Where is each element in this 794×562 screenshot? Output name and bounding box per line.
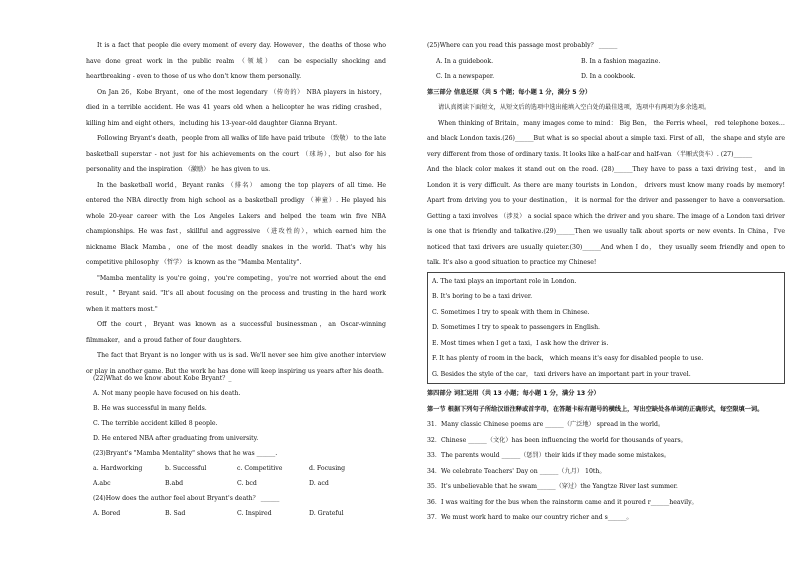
passage-paragraph: The fact that Bryant is no longer with us is sad. We'll never see him give another interview or play in another game. But the work he has done will keep inspiring us years after his death. (86, 352, 386, 375)
vocab-item: 31．Many classic Chinese poems are ______（广泛地） spread in the world。 (427, 421, 665, 428)
right-column (427, 38, 785, 526)
question-22-option-b[interactable]: B. He was successful in many fields. (93, 405, 207, 412)
passage-paragraph: And the black color makes it stand out on the road. (28)______They have to pass a taxi driving test， and in London it is very difficult. As there are many tourists in London， drivers must know many roads by memory! Apart from driving you to your destination， it is normal for the driver and passenger to have a conversation. Getting a taxi involves （涉及） a social space which the driver and you share. The image of a London taxi driver is one that is friendly and talkative.(29)______Then we usually talk about sports or new events. In China，I've noticed that taxi drivers are usually quieter.(30)______And when I do， they usually seem friendly and open to talk. It's also a good situation to practice my Chinese! (427, 166, 785, 266)
question-22-stem: (22)What do we know about Kobe Bryant？_ (93, 375, 232, 382)
vocab-item: 36．I was waiting for the bus when the rainstorm came and it poured r______heavily。 (427, 498, 698, 506)
choice-c[interactable]: C. Sometimes I try to speak with them in Chinese. (432, 308, 590, 316)
question-25-option-b[interactable]: B. In a fashion magazine. (581, 57, 661, 65)
question-25-option-a[interactable]: A. In a guidebook. (436, 57, 494, 65)
question-24-stem: (24)How does the author feel about Bryant's death？ ______ (93, 495, 280, 502)
passage-paragraph: It is a fact that people die every moment of every day. However，the deaths of those who have done great work in the public realm （领域） can be especially shocking and heartbreaking - even to those of us who don't know them personally. (86, 42, 386, 80)
part4-heading: 第四部分 词汇运用（共 13 小题；每小题 1 分，满分 13 分） (427, 390, 600, 397)
passage-paragraph: Off the court，Bryant was known as a successful businessman，an Oscar-winning filmmaker，and a proud father of four daughters. (86, 321, 386, 344)
passage-paragraph: In the basketball world，Bryant ranks （排名） among the top players of all time. He entered the NBA directly from high school as a basketball prodigy （神童）. He played his whole 20-year career with the Los Angeles Lakers and helped the team win five NBA championships. He was fast，skillful and aggressive （进攻性的），which earned him the nickname Black Mamba，one of the most deadly snakes in the world. That's why his competitive philosophy （哲学） is known as the "Mamba Mentality". (86, 181, 386, 266)
part3-instruction: 请认真阅读下面短文，从短文后的选项中选出能填入空白处的最佳选项，选项中有两项为多余选项。 (438, 104, 711, 111)
vocab-item: 37．We must work hard to make our country richer and s______。 (427, 514, 633, 521)
question-22-option-c[interactable]: C. The terrible accident killed 8 people. (93, 420, 218, 427)
question-23-option-c[interactable]: C. bcd (237, 480, 257, 487)
vocab-item: 34．We celebrate Teachers' Day on ______（九月） 10th。 (427, 467, 606, 475)
vocab-item: 33．The parents would ______（惩罚）their kids if they made some mistakes。 (427, 452, 671, 459)
passage-paragraph: Following Bryant's death，people from all walks of life have paid tribute （致敬） to the late basketball superstar - not just for his achievements on the court （球场），but also for his personality and the inspiration （激励） he has given to us. (86, 135, 386, 173)
question-24-option-d[interactable]: D. Grateful (309, 510, 344, 517)
section1-heading: 第一节 根据下列句子所给汉语注释或首字母，在答题卡标有题号的横线上，写出空缺处各单词的正确形式，每空限填一词。 (427, 405, 764, 413)
choice-g[interactable]: G. Besides the style of the car， taxi drivers have an important part in your travel. (432, 370, 691, 378)
choice-f[interactable]: F. It has plenty of room in the back， which means it's easy for disabled people to use. (432, 355, 704, 362)
question-23-stem: (23)Bryant's "Mamba Mentality" shows that he was ______. (93, 450, 278, 457)
question-23-item-a: a. Hardworking (93, 465, 143, 472)
question-23-option-a[interactable]: A.abc (93, 480, 111, 487)
passage-paragraph: On Jan 26，Kobe Bryant，one of the most legendary （传奇的） NBA players in history，died in a terrible accident. He was 41 years old when a helicopter he was riding crashed，killing him and eight others，including his 13-year-old daughter Gianna Bryant. (86, 88, 386, 127)
question-25-row-2 (427, 69, 785, 85)
choice-b[interactable]: B. It's boring to be a taxi driver. (432, 293, 533, 300)
question-24-option-c[interactable]: C. Inspired (237, 510, 272, 517)
part3-heading: 第三部分 信息还原（共 5 个题；每小题 1 分，满分 5 分） (427, 88, 592, 96)
choice-d[interactable]: D. Sometimes I try to speak to passengers in English. (432, 324, 601, 331)
question-25-stem: (25)Where can you read this passage most probably？ ______ (427, 42, 618, 49)
choices-box (427, 272, 785, 385)
vocab-item: 35．It's unbelievable that he swam______（穿过）the Yangtze River last summer. (427, 483, 678, 490)
left-column (86, 38, 386, 379)
question-23-option-d[interactable]: D. acd (309, 480, 329, 487)
vocab-item: 32．Chinese ______（文化）has been influencing the world for thousands of years。 (427, 436, 687, 444)
choice-a[interactable]: A. The taxi plays an important role in London. (432, 277, 577, 285)
right-page (400, 0, 794, 562)
passage-paragraph: "Mamba mentality is you're going，you're competing，you're not worried about the end result，" Bryant said. "It's all about focusing on the process and trusting in the hard work when it matters most." (86, 274, 386, 313)
question-24-option-a[interactable]: A. Bored (93, 510, 121, 517)
question-25-option-c[interactable]: C. In a newspaper. (436, 73, 495, 80)
question-23-item-b: b. Successful (165, 465, 207, 472)
passage-paragraph: When thinking of Britain，many images come to mind： Big Ben， the Ferris wheel， red telephone boxes…and black London taxis.(26)______But what is so special about a simple taxi. First of all， the shape and style are very different from those of ordinary taxis. It looks like a half-car and half-van （半厢式货车）. (27)______ (427, 119, 785, 158)
question-22-option-d[interactable]: D. He entered NBA after graduating from university. (93, 435, 259, 442)
choice-e[interactable]: E. Most times when I get a taxi，I ask how the driver is. (432, 339, 609, 347)
question-24-option-b[interactable]: B. Sad (165, 510, 186, 517)
question-23-option-b[interactable]: B.abd (165, 480, 184, 487)
question-25-row-1 (427, 54, 785, 70)
question-23-item-c: c. Competitive (237, 465, 283, 472)
question-22-option-a[interactable]: A. Not many people have focused on his death. (93, 390, 241, 397)
question-25-option-d[interactable]: D. In a cookbook. (581, 73, 636, 80)
question-23-item-d: d. Focusing (309, 465, 346, 472)
